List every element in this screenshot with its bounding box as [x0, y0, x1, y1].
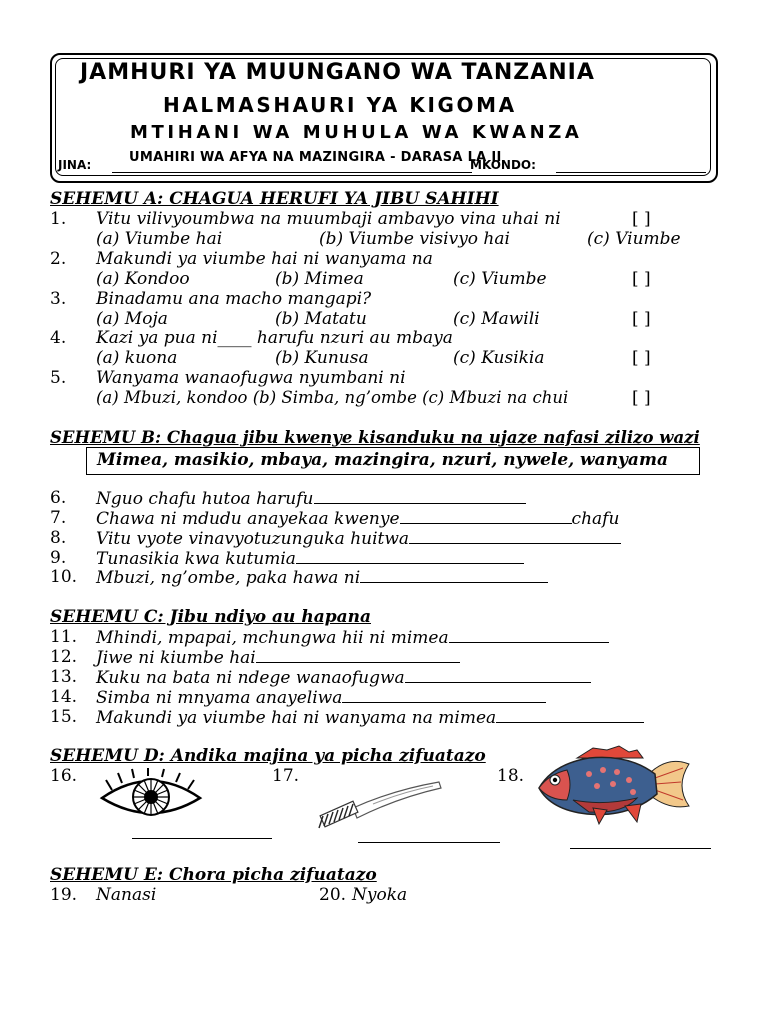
q3-number: 3. [50, 289, 67, 309]
section-a-title: SEHEMU A: CHAGUA HERUFI YA JIBU SAHIHI [50, 189, 499, 209]
q14-text: Simba ni mnyama anayeliwa [96, 687, 546, 708]
q3-option-c: (c) Mawili [453, 309, 540, 329]
q4-answer-bracket[interactable]: [ ] [632, 348, 651, 368]
q1-option-b: (b) Viumbe visivyo hai [319, 229, 510, 249]
q10-answer-blank[interactable] [360, 567, 548, 583]
q1-option-c: (c) Viumbe [587, 229, 681, 249]
fish-icon [533, 744, 693, 828]
q12-text: Jiwe ni kiumbe hai [96, 647, 460, 668]
q12-number: 12. [50, 647, 78, 667]
q4-option-b: (b) Kunusa [275, 348, 369, 368]
q9-number: 9. [50, 548, 67, 568]
q5-number: 5. [50, 368, 67, 388]
q17-number: 17. [272, 766, 300, 786]
q16-number: 16. [50, 766, 78, 786]
q6-number: 6. [50, 488, 67, 508]
q15-text: Makundi ya viumbe hai ni wanyama na mimea [96, 707, 644, 728]
q1-text: Vitu vilivyoumbwa na muumbaji ambavyo vina uhai ni [96, 209, 561, 229]
stream-label: MKONDO: [470, 158, 536, 172]
header-subject: UMAHIRI WA AFYA NA MAZINGIRA - DARASA LA II [129, 150, 502, 165]
q11-answer-blank[interactable] [449, 627, 609, 643]
q15-answer-blank[interactable] [496, 707, 644, 723]
word-bank-box [86, 447, 700, 475]
q6-answer-blank[interactable] [314, 488, 526, 504]
section-b-title: SEHEMU B: Chagua jibu kwenye kisanduku na ujaze nafasi zilizo wazi [50, 428, 700, 447]
q20-number: 20. [319, 885, 347, 905]
q9-answer-blank[interactable] [296, 548, 524, 564]
q5-options: (a) Mbuzi, kondoo (b) Simba, ng’ombe (c) Mbuzi na chui [96, 388, 569, 407]
q10-number: 10. [50, 567, 78, 587]
q2-number: 2. [50, 249, 67, 269]
q8-answer-blank[interactable] [409, 528, 621, 544]
name-label: JINA: [58, 158, 92, 172]
q2-text: Makundi ya viumbe hai ni wanyama na [96, 249, 433, 269]
header-exam: MTIHANI WA MUHULA WA KWANZA [130, 122, 583, 143]
q20-text: Nyoka [352, 885, 408, 905]
section-d-title: SEHEMU D: Andika majina ya picha zifuatazo [50, 746, 486, 766]
header-council: HALMASHAURI YA KIGOMA [163, 93, 517, 117]
q4-option-a: (a) kuona [96, 348, 178, 368]
q4-option-c: (c) Kusikia [453, 348, 545, 368]
q1-option-a: (a) Viumbe hai [96, 229, 223, 249]
q18-number: 18. [497, 766, 525, 786]
q18-answer-line[interactable] [570, 848, 711, 849]
q8-number: 8. [50, 528, 67, 548]
q6-text: Nguo chafu hutoa harufu [96, 488, 526, 509]
q4-text: Kazi ya pua ni____ harufu nzuri au mbaya [96, 328, 453, 348]
q12-answer-blank[interactable] [256, 647, 460, 663]
q7-text: Chawa ni mdudu anayekaa kwenye chafu [96, 509, 620, 529]
q17-answer-line[interactable] [358, 842, 500, 843]
q3-option-b: (b) Matatu [275, 309, 367, 329]
q11-text: Mhindi, mpapai, mchungwa hii ni mimea [96, 627, 609, 648]
q2-option-a: (a) Kondoo [96, 269, 190, 289]
q15-number: 15. [50, 707, 78, 727]
q13-number: 13. [50, 667, 78, 687]
q2-option-b: (b) Mimea [275, 269, 364, 289]
q19-text: Nanasi [96, 885, 157, 905]
q3-text: Binadamu ana macho mangapi? [96, 289, 372, 309]
stream-field[interactable] [556, 172, 706, 173]
q13-text: Kuku na bata ni ndege wanaofugwa [96, 667, 591, 688]
toothbrush-icon [313, 778, 443, 834]
q7-answer-blank[interactable] [400, 508, 572, 524]
q3-answer-bracket[interactable]: [ ] [632, 309, 651, 329]
q14-number: 14. [50, 687, 78, 707]
eye-icon [98, 768, 204, 824]
section-c-title: SEHEMU C: Jibu ndiyo au hapana [50, 607, 371, 627]
q1-number: 1. [50, 209, 67, 229]
q13-answer-blank[interactable] [405, 667, 591, 683]
word-bank: Mimea, masikio, mbaya, mazingira, nzuri, nywele, wanyama [97, 450, 668, 470]
q4-number: 4. [50, 328, 67, 348]
q1-answer-bracket[interactable]: [ ] [632, 209, 651, 229]
q7-number: 7. [50, 508, 67, 528]
q10-text: Mbuzi, ng’ombe, paka hawa ni [96, 567, 548, 588]
section-e-title: SEHEMU E: Chora picha zifuatazo [50, 865, 377, 885]
q9-text: Tunasikia kwa kutumia [96, 548, 524, 569]
q2-option-c: (c) Viumbe [453, 269, 547, 289]
q19-number: 19. [50, 885, 78, 905]
q2-answer-bracket[interactable]: [ ] [632, 269, 651, 289]
q3-option-a: (a) Moja [96, 309, 168, 329]
q14-answer-blank[interactable] [342, 687, 546, 703]
header-country: JAMHURI YA MUUNGANO WA TANZANIA [80, 60, 595, 85]
q11-number: 11. [50, 627, 78, 647]
q16-answer-line[interactable] [132, 838, 272, 839]
name-field[interactable] [112, 172, 472, 173]
q8-text: Vitu vyote vinavyotuzunguka huitwa [96, 528, 621, 549]
q5-text: Wanyama wanaofugwa nyumbani ni [96, 368, 406, 388]
q5-answer-bracket[interactable]: [ ] [632, 388, 651, 408]
